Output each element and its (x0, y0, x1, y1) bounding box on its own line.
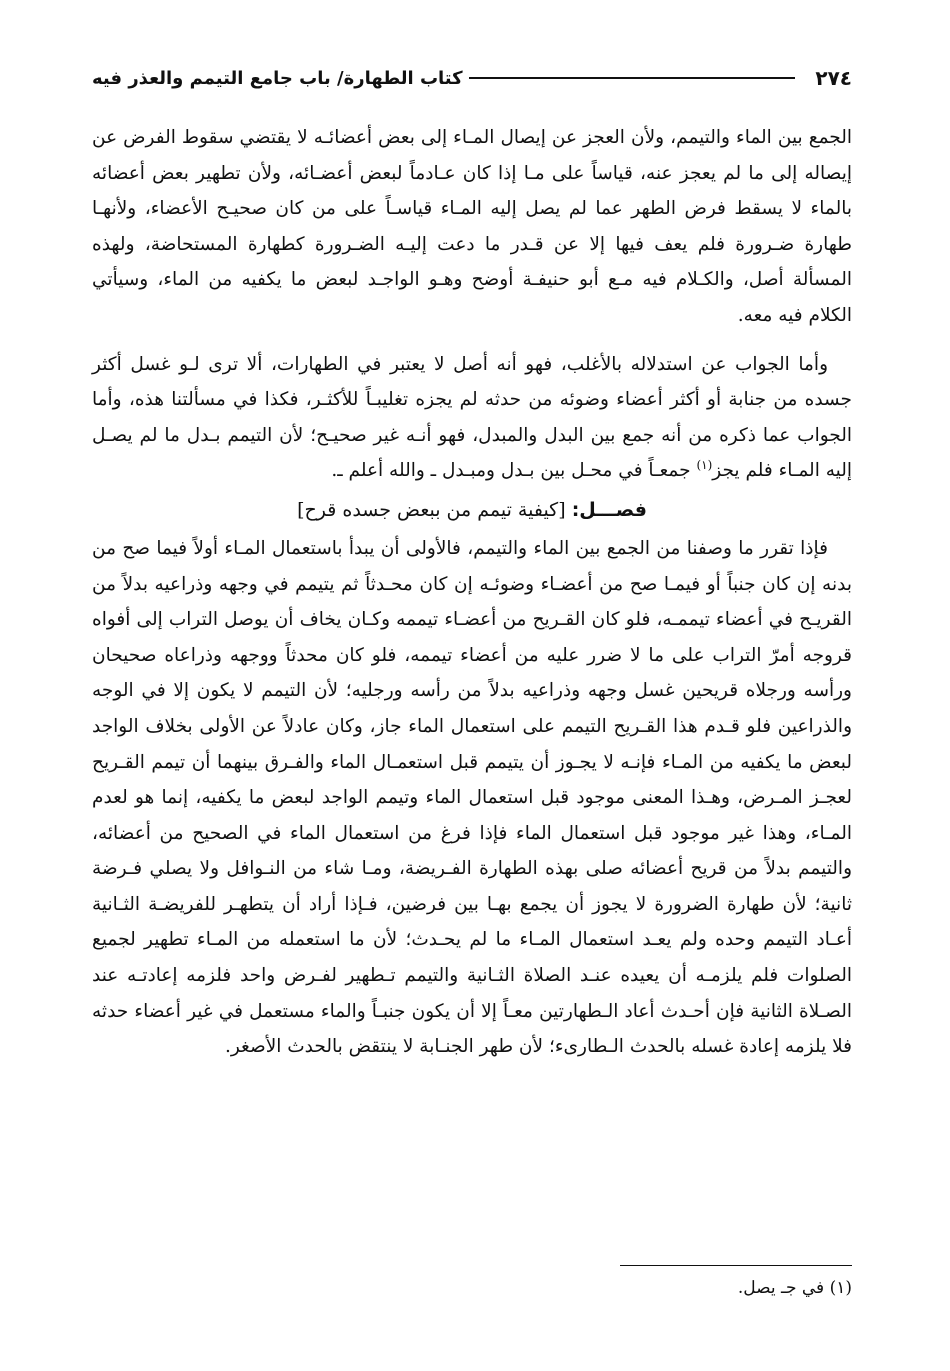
main-text (92, 120, 852, 1065)
section-heading (92, 491, 852, 529)
paragraph-2 (92, 347, 852, 489)
footnote-text: في جـ يصل. (737, 1278, 830, 1298)
header-rule (469, 77, 796, 79)
paragraph-1: الجمع بين الماء والتيمم، ولأن العجز عن إيصال المـاء إلى بعض أعضائـه لا يقتضي سقوط الفرض عن إيصاله إلى ما لم يعجز عنه، قياساً على مـا إذا كان عـادماً لبعض أعضـائه، ولأن تطهير بعض أعضائه بالماء لا يسقط فرض الطهر عما لم يصل إليه المـاء قياسـاً على من كان صحيـح الأعضاء، ولأنهـا طهارة ضـرورة فلم يعف فيها إلا عن قـدر ما دعت إليـه الضـرورة كطهارة المستحاضة، ولهذه المسألة أصل، والكـلام فيه مـع أبو حنيفـة أوضح وهـو الواجـد لبعض ما يكفيه من الماء، وسيأتي الكلام فيه معه. (92, 127, 852, 326)
running-title: كتاب الطهارة/ باب جامع التيمم والعذر فيه (92, 67, 463, 89)
paragraph-2-text-b: جمعـاً في محـل بين بـدل ومبـدل ـ والله أعلم ـ. (331, 460, 697, 482)
section-title: [كيفية تيمم من ببعض جسده قرح] (297, 498, 572, 521)
page-number: ٢٧٤ (815, 66, 852, 90)
section-label: فصـــل: (571, 498, 647, 521)
paragraph-3: فإذا تقرر ما وصفنا من الجمع بين الماء والتيمم، فالأولى أن يبدأ باستعمال المـاء أولاً فيما صح من بدنه إن كان جنباً أو فيمـا صح من أعضـاء وضوئـه إن كان محـدثاً ثم يتيمم في وجهه وذراعيه بدلاً من القريـح في أعضاء تيممـه، فلو كان القـريح من أعضـاء تيممه وكـان يخاف أن يوصل التراب إلى أفواه قروجه أمرّ التراب على ما لا ضرر عليه من أعضاء تيممه، فلو كان محدثاً ووجهه وذراعاه صحيحان ورأسه ورجلاه قريحين غسل وجهه وذراعيه بدلاً من رأسه ورجليه؛ لأن التيمم لا يكون إلا في الوجه والذراعين فلو قـدم هذا القـريح التيمم على استعمال الماء جاز، وكان عادلاً عن الأولى بخلاف الواجد لبعض ما يكفيه من المـاء فإنـه لا يجـوز أن يتيمم قبل استعمـال الماء والفـرق بينهما أن تيمم القـريح لعجـز المـرض، وهـذا المعنى موجود قبل استعمال الماء وتيمم الواجد لبعض ما يكفيه، إنما هو لعدم المـاء، وهذا غير موجود قبل استعمال الماء فإذا فرغ من استعمال الماء في الصحيح من أعضائه، والتيمم بدلاً من قريح أعضائه صلى بهذه الطهارة الفـريضة، ومـا شاء من النـوافل ولا يصلي فـرضة ثانية؛ لأن طهارة الضرورة لا يجوز أن يجمع بهـا بين فرضين، فـإذا أراد أن يتطهـر للفريضـة الثـانية أعـاد التيمم وحده ولم يعـد استعمال المـاء ما لم يحـدث؛ لأن ما استعمله من المـاء تطهير لجميع الصلوات فلم يلزمـه أن يعيده عنـد الصلاة الثـانية والتيمم تـطهير لفـرض واحد فلزمه إعادتـه عند الصـلاة الثانية فإن أحـدث أعاد الـطهارتين معـاً إلا أن يكون جنبـاً والماء مستعمل في غير أعضاء حدثه فلا يلزمه إعادة غسله بالحدث الـطارىء؛ لأن طهر الجنـابة لا ينتقض بالحدث الأصغر. (92, 537, 852, 1058)
page-header (92, 58, 852, 98)
footnote-reference: (١) (696, 458, 713, 473)
footnote (92, 1272, 852, 1304)
footnote-number: (١) (829, 1278, 852, 1298)
paragraph-2-text-a: وأما الجواب عن استدلاله بالأغلب، فهو أنه أصل لا يعتبر في الطهارات، ألا ترى لـو غسل أكثر جسده من جنابة أو أكثر أعضاء وضوئه من حدثه لم يجزه تغليبـاً للأكثـر، فكذا في مسألتنا هذه، وأما الجواب عما ذكره من أنه جمع بين البدل والمبدل، فهو أنـه غير صحيـح؛ لأن التيمم بـدل ما لم يصـل إليه المـاء فلم يجز (92, 353, 852, 482)
footnote-separator (620, 1265, 852, 1266)
